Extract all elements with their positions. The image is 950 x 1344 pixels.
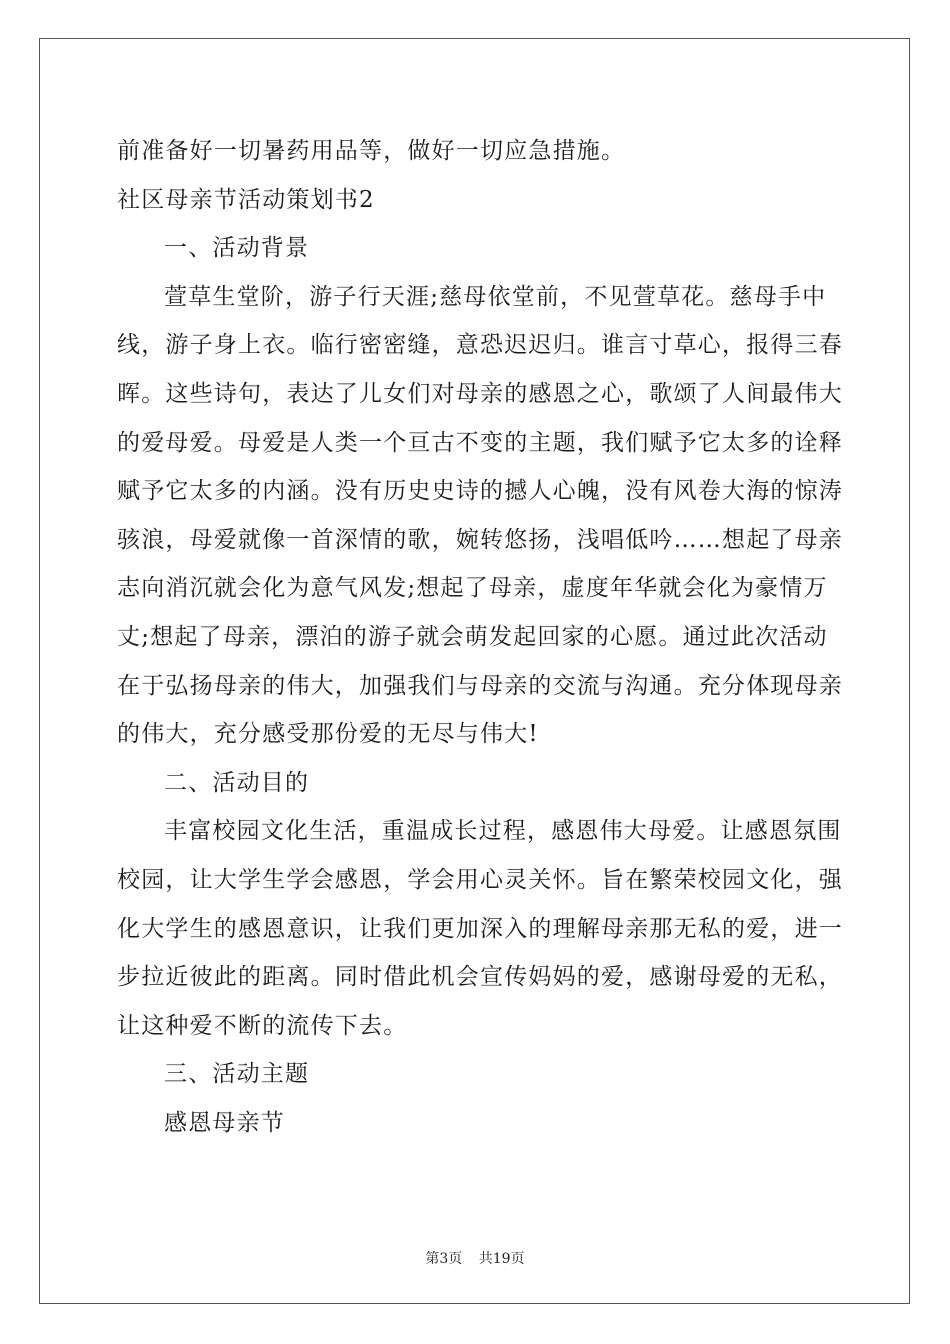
text-line: 骇浪，母爱就像一首深情的歌，婉转悠扬，浅唱低吟……想起了母亲 bbox=[117, 526, 843, 553]
text-line: 萱草生堂阶，游子行天涯;慈母依堂前，不见萱草花。慈母手中 bbox=[164, 283, 827, 310]
text-line: 让这种爱不断的流传下去。 bbox=[117, 1012, 408, 1039]
text-line: 校园，让大学生学会感恩，学会用心灵关怀。旨在繁荣校园文化，强 bbox=[117, 866, 843, 893]
text-line: 化大学生的感恩意识，让我们更加深入的理解母亲那无私的爱，进一 bbox=[117, 915, 843, 942]
page-total: 共19页 bbox=[478, 1251, 525, 1267]
page-number: 第3页 bbox=[425, 1251, 463, 1267]
heading-theme: 三、活动主题 bbox=[164, 1061, 310, 1088]
page-footer bbox=[0, 1248, 950, 1268]
document-body bbox=[117, 127, 843, 1147]
text-line: 的伟大，充分感受那份爱的无尽与伟大! bbox=[117, 721, 539, 748]
section-title: 社区母亲节活动策划书2 bbox=[117, 186, 375, 213]
heading-background: 一、活动背景 bbox=[164, 235, 310, 262]
text-line: 丈;想起了母亲，漂泊的游子就会萌发起回家的心愿。通过此次活动 bbox=[117, 623, 828, 650]
text-line: 步拉近彼此的距离。同时借此机会宣传妈妈的爱，感谢母爱的无私， bbox=[117, 964, 843, 991]
text-line: 感恩母亲节 bbox=[164, 1109, 285, 1136]
text-line: 在于弘扬母亲的伟大，加强我们与母亲的交流与沟通。充分体现母亲 bbox=[117, 672, 843, 699]
text-line: 晖。这些诗句，表达了儿女们对母亲的感恩之心，歌颂了人间最伟大 bbox=[117, 380, 843, 407]
text-line: 前准备好一切暑药用品等，做好一切应急措施。 bbox=[117, 138, 626, 164]
text-line: 丰富校园文化生活，重温成长过程，感恩伟大母爱。让感恩氛围 bbox=[164, 818, 842, 845]
text-line: 的爱母爱。母爱是人类一个亘古不变的主题，我们赋予它太多的诠释 bbox=[117, 429, 843, 456]
text-line: 线，游子身上衣。临行密密缝，意恐迟迟归。谁言寸草心，报得三春 bbox=[117, 332, 843, 359]
heading-purpose: 二、活动目的 bbox=[164, 769, 310, 796]
text-line: 赋予它太多的内涵。没有历史史诗的撼人心魄，没有风卷大海的惊涛 bbox=[117, 478, 843, 505]
text-line: 志向消沉就会化为意气风发;想起了母亲，虚度年华就会化为豪情万 bbox=[117, 575, 828, 602]
